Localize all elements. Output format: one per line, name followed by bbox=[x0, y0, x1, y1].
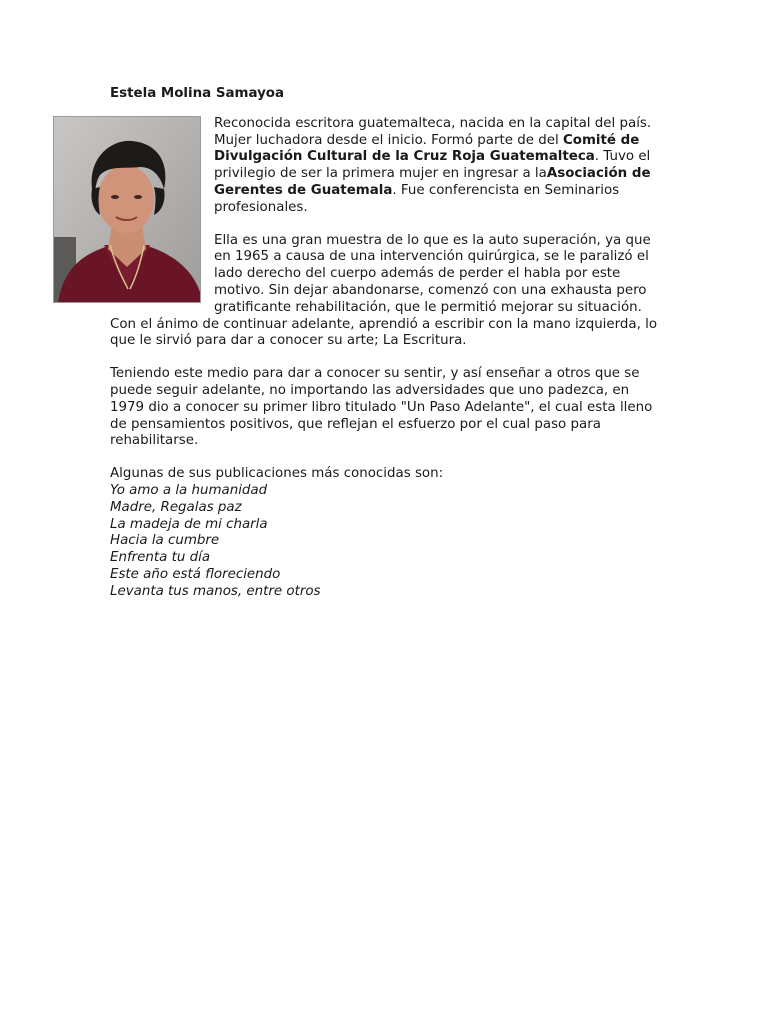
paragraph-superacion: Ella es una gran muestra de lo que es la auto superación, ya que en 1965 a causa de una intervención quirúrgica, se le paralizó el lado derecho del cuerpo además de perder el habla por este motivo. Sin dejar abandonarse, comenzó con una exhausta pero gratificante rehabilitación, que le permitió mejorar su situación. Con el ánimo de continuar adelante, aprendió a escribir con la mano izquierda, lo que le sirvió para dar a conocer su arte; La Escritura. bbox=[110, 232, 658, 349]
publication-item: Yo amo a la humanidad bbox=[110, 482, 268, 498]
document-body bbox=[110, 86, 658, 601]
intro-text-b: . Tuvo el privilegio de ser la primera mujer en ingresar a la bbox=[214, 149, 651, 182]
document-title: Estela Molina Samayoa bbox=[110, 86, 285, 101]
publication-item: La madeja de mi charla bbox=[110, 516, 268, 532]
publication-item: Levanta tus manos, entre otros bbox=[110, 583, 321, 599]
intro-line-1: Reconocida escritora guatemalteca, nacida en la capital del país. bbox=[214, 115, 652, 131]
publication-item: Madre, Regalas paz bbox=[110, 499, 242, 515]
publications-intro: Algunas de sus publicaciones más conocidas son: bbox=[110, 466, 444, 482]
publication-item: Enfrenta tu día bbox=[110, 550, 211, 566]
publication-item: Hacia la cumbre bbox=[110, 533, 220, 549]
portrait-photo bbox=[53, 116, 201, 303]
portrait-illustration bbox=[54, 117, 200, 302]
intro-org-managers: Asociación de Gerentes de Guatemala bbox=[214, 166, 651, 198]
paragraph-primer-libro: Teniendo este medio para dar a conocer su sentir, y así enseñar a otros que se puede seguir adelante, no importando las adversidades que uno padezca, en 1979 dio a conocer su primer libro titulado "Un Paso Adelante", el cual esta lleno de pensamientos positivos, que reflejan el esfuerzo por el cual paso para rehabilitarse. bbox=[110, 366, 653, 449]
intro-org-red-cross: Comité de Divulgación Cultural de la Cruz Roja Guatemalteca bbox=[214, 132, 640, 165]
intro-text-c: . Fue conferencista en Seminarios profesionales. bbox=[214, 182, 620, 215]
publication-item: Este año está floreciendo bbox=[110, 566, 281, 582]
intro-text-a: Mujer luchadora desde el inicio. Formó parte de del bbox=[214, 132, 563, 148]
publications-list bbox=[110, 483, 658, 601]
